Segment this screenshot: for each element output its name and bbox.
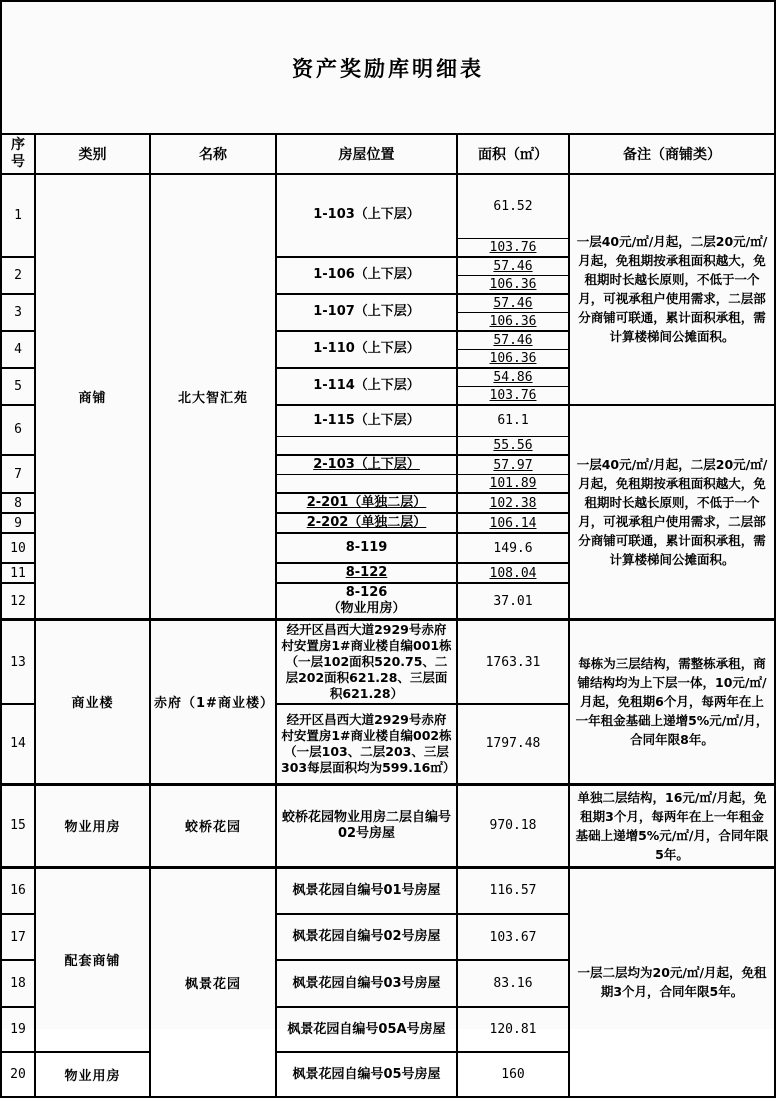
row-no: 1 — [1, 174, 35, 257]
area-cell: 103.67 — [457, 914, 569, 960]
name-fengjing: 枫景花园 — [150, 867, 276, 1097]
location-cell: 1-114（上下层） — [276, 368, 457, 405]
col-header-remark: 备注（商铺类） — [569, 134, 775, 174]
row-no: 18 — [1, 960, 35, 1007]
location-cell: 1-106（上下层） — [276, 257, 457, 294]
row-no: 13 — [1, 620, 35, 705]
location-cell: 蛟桥花园物业用房二层自编号02号房屋 — [276, 784, 457, 867]
area-cell: 106.14 — [457, 513, 569, 533]
category-property: 物业用房 — [35, 784, 150, 867]
remark-shops-1: 一层40元/㎡/月起，二层20元/㎡/月起，免租期按承租面积越大，免租期时长越长原则，不低于一个月，可视承租户使用需求，二层部分商铺可联通，累计面积承租，需计算楼梯间公摊面积。 — [569, 174, 775, 405]
row-no: 10 — [1, 533, 35, 563]
row-no: 8 — [1, 493, 35, 513]
area-cell: 57.97 — [457, 455, 569, 475]
row-no: 3 — [1, 294, 35, 331]
category-property-2: 物业用房 — [35, 1052, 150, 1097]
remark-shops-2: 一层40元/㎡/月起，二层20元/㎡/月起，免租期按承租面积越大，免租期时长越长原则，不低于一个月，可视承租户使用需求，二层部分商铺可联通，累计面积承租，需计算楼梯间公摊面积。 — [569, 405, 775, 620]
row-no: 14 — [1, 704, 35, 784]
name-jiaoqiao: 蛟桥花园 — [150, 784, 276, 867]
location-cell: 8-122 — [276, 563, 457, 583]
row-no: 19 — [1, 1007, 35, 1052]
col-header-category: 类别 — [35, 134, 150, 174]
location-cell: 1-115（上下层） — [276, 405, 457, 437]
location-cell: 枫景花园自编号05号房屋 — [276, 1052, 457, 1097]
area-cell: 37.01 — [457, 583, 569, 620]
area-cell: 106.36 — [457, 312, 569, 331]
row-no: 11 — [1, 563, 35, 583]
location-empty — [276, 437, 457, 456]
location-cell: 枫景花园自编号02号房屋 — [276, 914, 457, 960]
row-no: 17 — [1, 914, 35, 960]
area-cell: 57.46 — [457, 294, 569, 313]
area-cell: 57.46 — [457, 331, 569, 350]
location-line1: 8-126 — [345, 585, 388, 600]
area-cell: 160 — [457, 1052, 569, 1097]
area-cell: 149.6 — [457, 533, 569, 563]
category-shops: 商铺 — [35, 174, 150, 620]
category-commercial: 商业楼 — [35, 620, 150, 785]
remark-commercial: 每栋为三层结构，需整栋承租，商铺结构均为上下层一体，10元/㎡/月起，免租期6个月，每两年在上一年租金基础上递增5%元/㎡/月，合同年限8年。 — [569, 620, 775, 785]
area-cell: 103.76 — [457, 238, 569, 257]
col-header-name: 名称 — [150, 134, 276, 174]
row-no: 5 — [1, 368, 35, 405]
area-cell: 120.81 — [457, 1007, 569, 1052]
row-no: 9 — [1, 513, 35, 533]
area-cell: 106.36 — [457, 275, 569, 294]
location-cell: 1-103（上下层） — [276, 174, 457, 257]
area-cell: 108.04 — [457, 563, 569, 583]
row-no: 4 — [1, 331, 35, 368]
location-cell: 2-201（单独二层） — [276, 493, 457, 513]
location-cell: 2-202（单独二层） — [276, 513, 457, 533]
area-cell: 61.52 — [457, 174, 569, 238]
col-header-no: 序号 — [1, 134, 35, 174]
row-no: 20 — [1, 1052, 35, 1097]
col-header-location: 房屋位置 — [276, 134, 457, 174]
location-cell: 经开区昌西大道2929号赤府村安置房1#商业楼自编001栋（一层102面积520.75、二层202面积621.28、三层面积621.28） — [276, 620, 457, 705]
location-cell: 1-110（上下层） — [276, 331, 457, 368]
area-cell: 103.76 — [457, 386, 569, 405]
location-cell: 枫景花园自编号05A号房屋 — [276, 1007, 457, 1052]
area-cell: 54.86 — [457, 368, 569, 387]
location-empty — [276, 475, 457, 494]
area-cell: 970.18 — [457, 784, 569, 867]
row-no: 6 — [1, 405, 35, 456]
page-title: 资产奖励库明细表 — [1, 1, 775, 134]
area-cell: 61.1 — [457, 405, 569, 437]
location-cell: 8-119 — [276, 533, 457, 563]
area-cell: 57.46 — [457, 257, 569, 276]
area-cell: 102.38 — [457, 493, 569, 513]
location-cell: 1-107（上下层） — [276, 294, 457, 331]
location-cell: 枫景花园自编号03号房屋 — [276, 960, 457, 1007]
area-cell: 83.16 — [457, 960, 569, 1007]
location-cell — [276, 583, 457, 620]
area-cell: 106.36 — [457, 349, 569, 368]
row-no: 16 — [1, 867, 35, 914]
location-cell: 经开区昌西大道2929号赤府村安置房1#商业楼自编002栋（一层103、二层203、三层303每层面积均为599.16㎡） — [276, 704, 457, 784]
row-no: 2 — [1, 257, 35, 294]
area-cell: 116.57 — [457, 867, 569, 914]
name-chifu: 赤府（1#商业楼） — [150, 620, 276, 785]
col-header-area: 面积（㎡） — [457, 134, 569, 174]
area-cell: 1797.48 — [457, 704, 569, 784]
area-cell: 1763.31 — [457, 620, 569, 705]
location-cell: 枫景花园自编号01号房屋 — [276, 867, 457, 914]
area-cell: 101.89 — [457, 475, 569, 494]
category-support-shops: 配套商铺 — [35, 867, 150, 1052]
remark-fengjing: 一层二层均为20元/㎡/月起，免租期3个月，合同年限5年。 — [569, 867, 775, 1097]
remark-property: 单独二层结构，16元/㎡/月起，免租期3个月，每两年在上一年租金基础上递增5%元/㎡/月，合同年限5年。 — [569, 784, 775, 867]
row-no: 7 — [1, 455, 35, 493]
area-cell: 55.56 — [457, 437, 569, 456]
location-line2: （物业用房） — [327, 601, 406, 616]
row-no: 12 — [1, 583, 35, 620]
location-cell: 2-103（上下层） — [276, 455, 457, 475]
name-beida: 北大智汇苑 — [150, 174, 276, 620]
row-no: 15 — [1, 784, 35, 867]
